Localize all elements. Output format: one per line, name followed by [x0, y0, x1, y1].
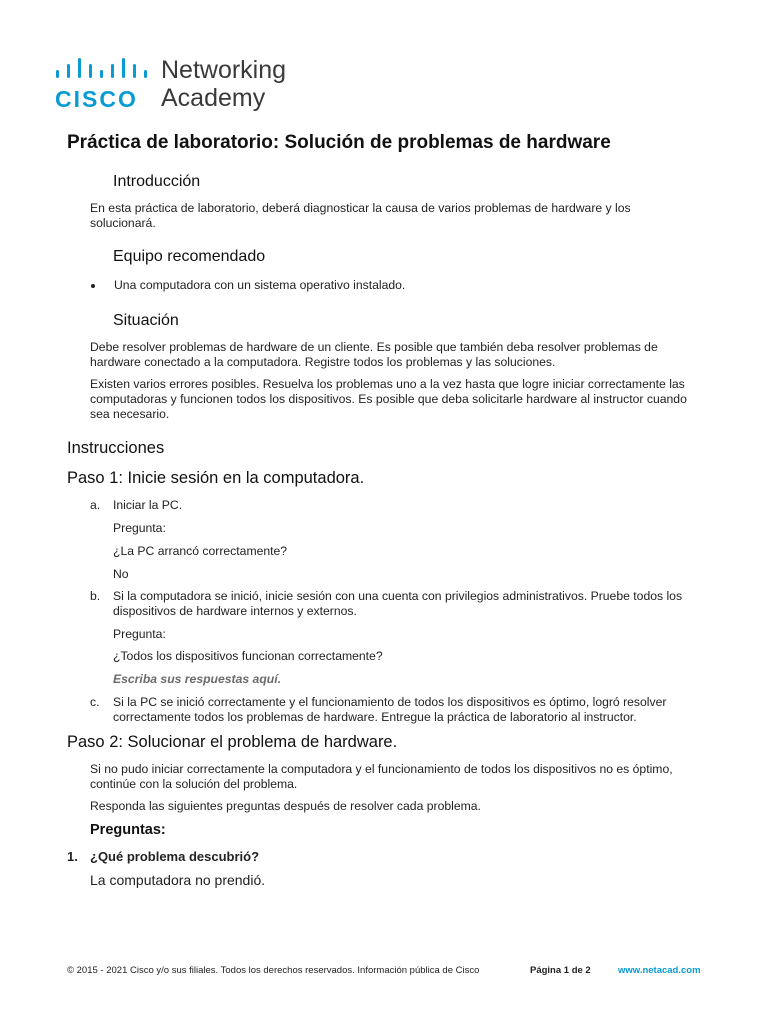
situation-heading: Situación [113, 312, 179, 329]
cisco-wordmark: CISCO [55, 86, 138, 112]
document-title: Práctica de laboratorio: Solución de problemas de hardware [67, 132, 611, 153]
cisco-networking-academy-logo [55, 58, 315, 118]
intro-text: En esta práctica de laboratorio, deberá diagnosticar la causa de varios problemas de hardware y los solucionará. [90, 201, 631, 230]
item-b-marker: b. [90, 589, 101, 603]
footer-page-number: Página 1 de 2 [530, 965, 591, 976]
question-1-answer[interactable]: La computadora no prendió. [90, 872, 266, 888]
instructions-heading: Instrucciones [67, 439, 165, 457]
footer-copyright: © 2015 - 2021 Cisco y/o sus filiales. Todos los derechos reservados. Información pública de Cisco [67, 965, 480, 976]
item-b-answer-field[interactable]: Escriba sus respuestas aquí. [113, 672, 281, 686]
item-b-question: ¿Todos los dispositivos funcionan correctamente? [113, 649, 383, 663]
questions-heading: Preguntas: [90, 822, 166, 838]
step2-heading: Paso 2: Solucionar el problema de hardware. [67, 733, 398, 751]
bullet-icon [91, 284, 95, 288]
step2-paragraph-1: Si no pudo iniciar correctamente la computadora y el funcionamiento de todos los dispositivos no es óptimo, continúe con la solución del problema. [90, 762, 673, 791]
logo-academy: Academy [161, 84, 266, 112]
item-b-text: Si la computadora se inició, inicie sesión con una cuenta con privilegios administrativos. Pruebe todos los dispositivos de hardware internos y externos. [113, 589, 683, 618]
cisco-bars-icon [55, 58, 155, 82]
equipment-item: Una computadora con un sistema operativo instalado. [114, 278, 406, 292]
intro-heading: Introducción [113, 173, 201, 190]
item-a-answer[interactable]: No [113, 567, 129, 581]
item-a-marker: a. [90, 498, 101, 512]
logo-networking: Networking [161, 56, 287, 84]
question-1-number: 1. [67, 849, 78, 864]
situation-paragraph-2: Existen varios errores posibles. Resuelva los problemas uno a la vez hasta que logre iniciar correctamente las computadoras y funcionen todos los dispositivos. Es posible que deba solicitarle hardware al instructor cuando sea necesario. [90, 377, 687, 421]
item-b-question-label: Pregunta: [113, 627, 166, 641]
item-c-marker: c. [90, 695, 100, 709]
step2-paragraph-2: Responda las siguientes preguntas después de resolver cada problema. [90, 799, 481, 813]
equipment-heading: Equipo recomendado [113, 248, 266, 265]
item-a-question-label: Pregunta: [113, 521, 166, 535]
footer-link[interactable]: www.netacad.com [618, 965, 701, 976]
situation-paragraph-1: Debe resolver problemas de hardware de un cliente. Es posible que también deba resolver problemas de hardware conectado a la computadora. Registre todos los problemas y las soluciones. [90, 340, 658, 369]
question-1-text: ¿Qué problema descubrió? [90, 849, 260, 864]
item-c-text: Si la PC se inició correctamente y el funcionamiento de todos los dispositivos es óptimo, logró resolver correctamente todos los problemas de hardware. Entregue la práctica de laboratorio al instructor. [113, 695, 667, 724]
item-a-text: Iniciar la PC. [113, 498, 183, 512]
step1-heading: Paso 1: Inicie sesión en la computadora. [67, 469, 365, 487]
item-a-question: ¿La PC arrancó correctamente? [113, 544, 288, 558]
